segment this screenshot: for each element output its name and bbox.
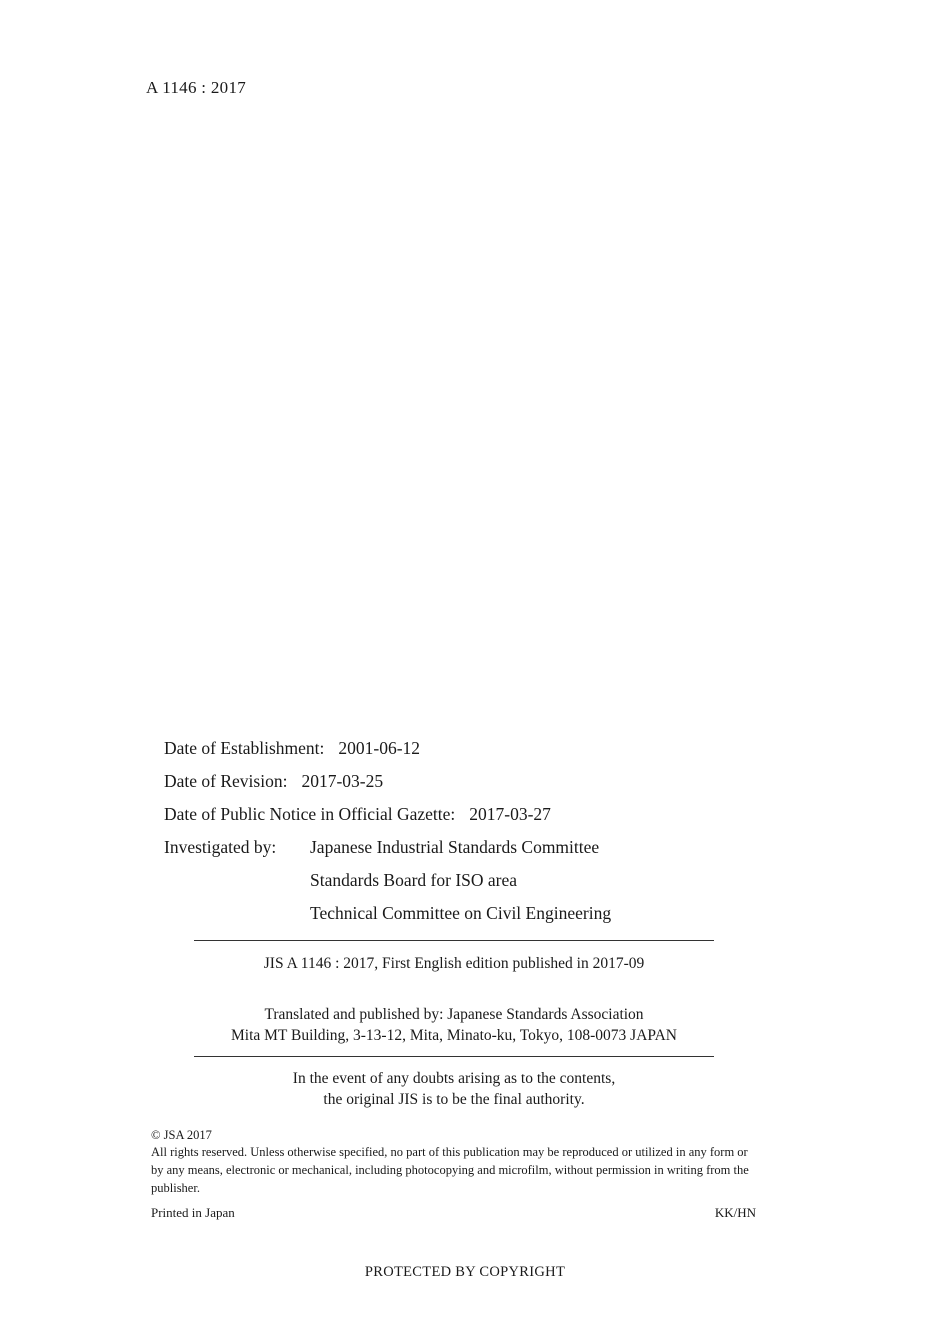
revision-row <box>164 765 611 798</box>
committee-line: Japanese Industrial Standards Committee <box>310 837 600 857</box>
authority-notice <box>194 1068 714 1110</box>
divider <box>194 1056 714 1057</box>
copyright-watermark: PROTECTED BY COPYRIGHT <box>364 1264 566 1280</box>
document-number: A 1146 : 2017 <box>146 78 247 97</box>
investigated-committees <box>310 831 611 930</box>
printer-code: KK/HN <box>714 1205 756 1220</box>
committee-line: Standards Board for ISO area <box>310 870 518 890</box>
publisher-name: Translated and published by: Japanese Standards Association <box>264 1006 644 1023</box>
establishment-label: Date of Establishment: <box>164 738 325 758</box>
publisher-address: Mita MT Building, 3-13-12, Mita, Minato-ku, Tokyo, 108-0073 JAPAN <box>231 1027 677 1044</box>
revision-date: 2017-03-25 <box>301 771 384 791</box>
public-notice-date: 2017-03-27 <box>469 804 551 824</box>
rights-statement: All rights reserved. Unless otherwise specified, no part of this publication may be reproduced or utilized in any form or by any means, electronic or mechanical, including photocopying and microfilm, without permission in writing from the publisher. <box>151 1145 749 1195</box>
edition-statement: JIS A 1146 : 2017, First English edition published in 2017-09 <box>263 955 645 972</box>
investigated-label: Investigated by: <box>164 837 277 857</box>
committee-line: Technical Committee on Civil Engineering <box>310 903 612 923</box>
publisher-block <box>194 1004 714 1046</box>
printing-info <box>151 1205 756 1221</box>
investigated-by <box>164 831 611 930</box>
divider <box>194 940 714 941</box>
authority-notice-line: In the event of any doubts arising as to the contents, <box>292 1070 616 1087</box>
establishment-date: 2001-06-12 <box>338 738 421 758</box>
printed-in: Printed in Japan <box>151 1205 235 1220</box>
copyright-notice: © JSA 2017 <box>151 1128 212 1142</box>
revision-label: Date of Revision: <box>164 771 288 791</box>
public-notice-label: Date of Public Notice in Official Gazette: <box>164 804 456 824</box>
document-metadata <box>164 732 611 930</box>
public-notice-row <box>164 798 611 831</box>
establishment-row <box>164 732 611 765</box>
authority-notice-line: the original JIS is to be the final authority. <box>323 1091 585 1108</box>
